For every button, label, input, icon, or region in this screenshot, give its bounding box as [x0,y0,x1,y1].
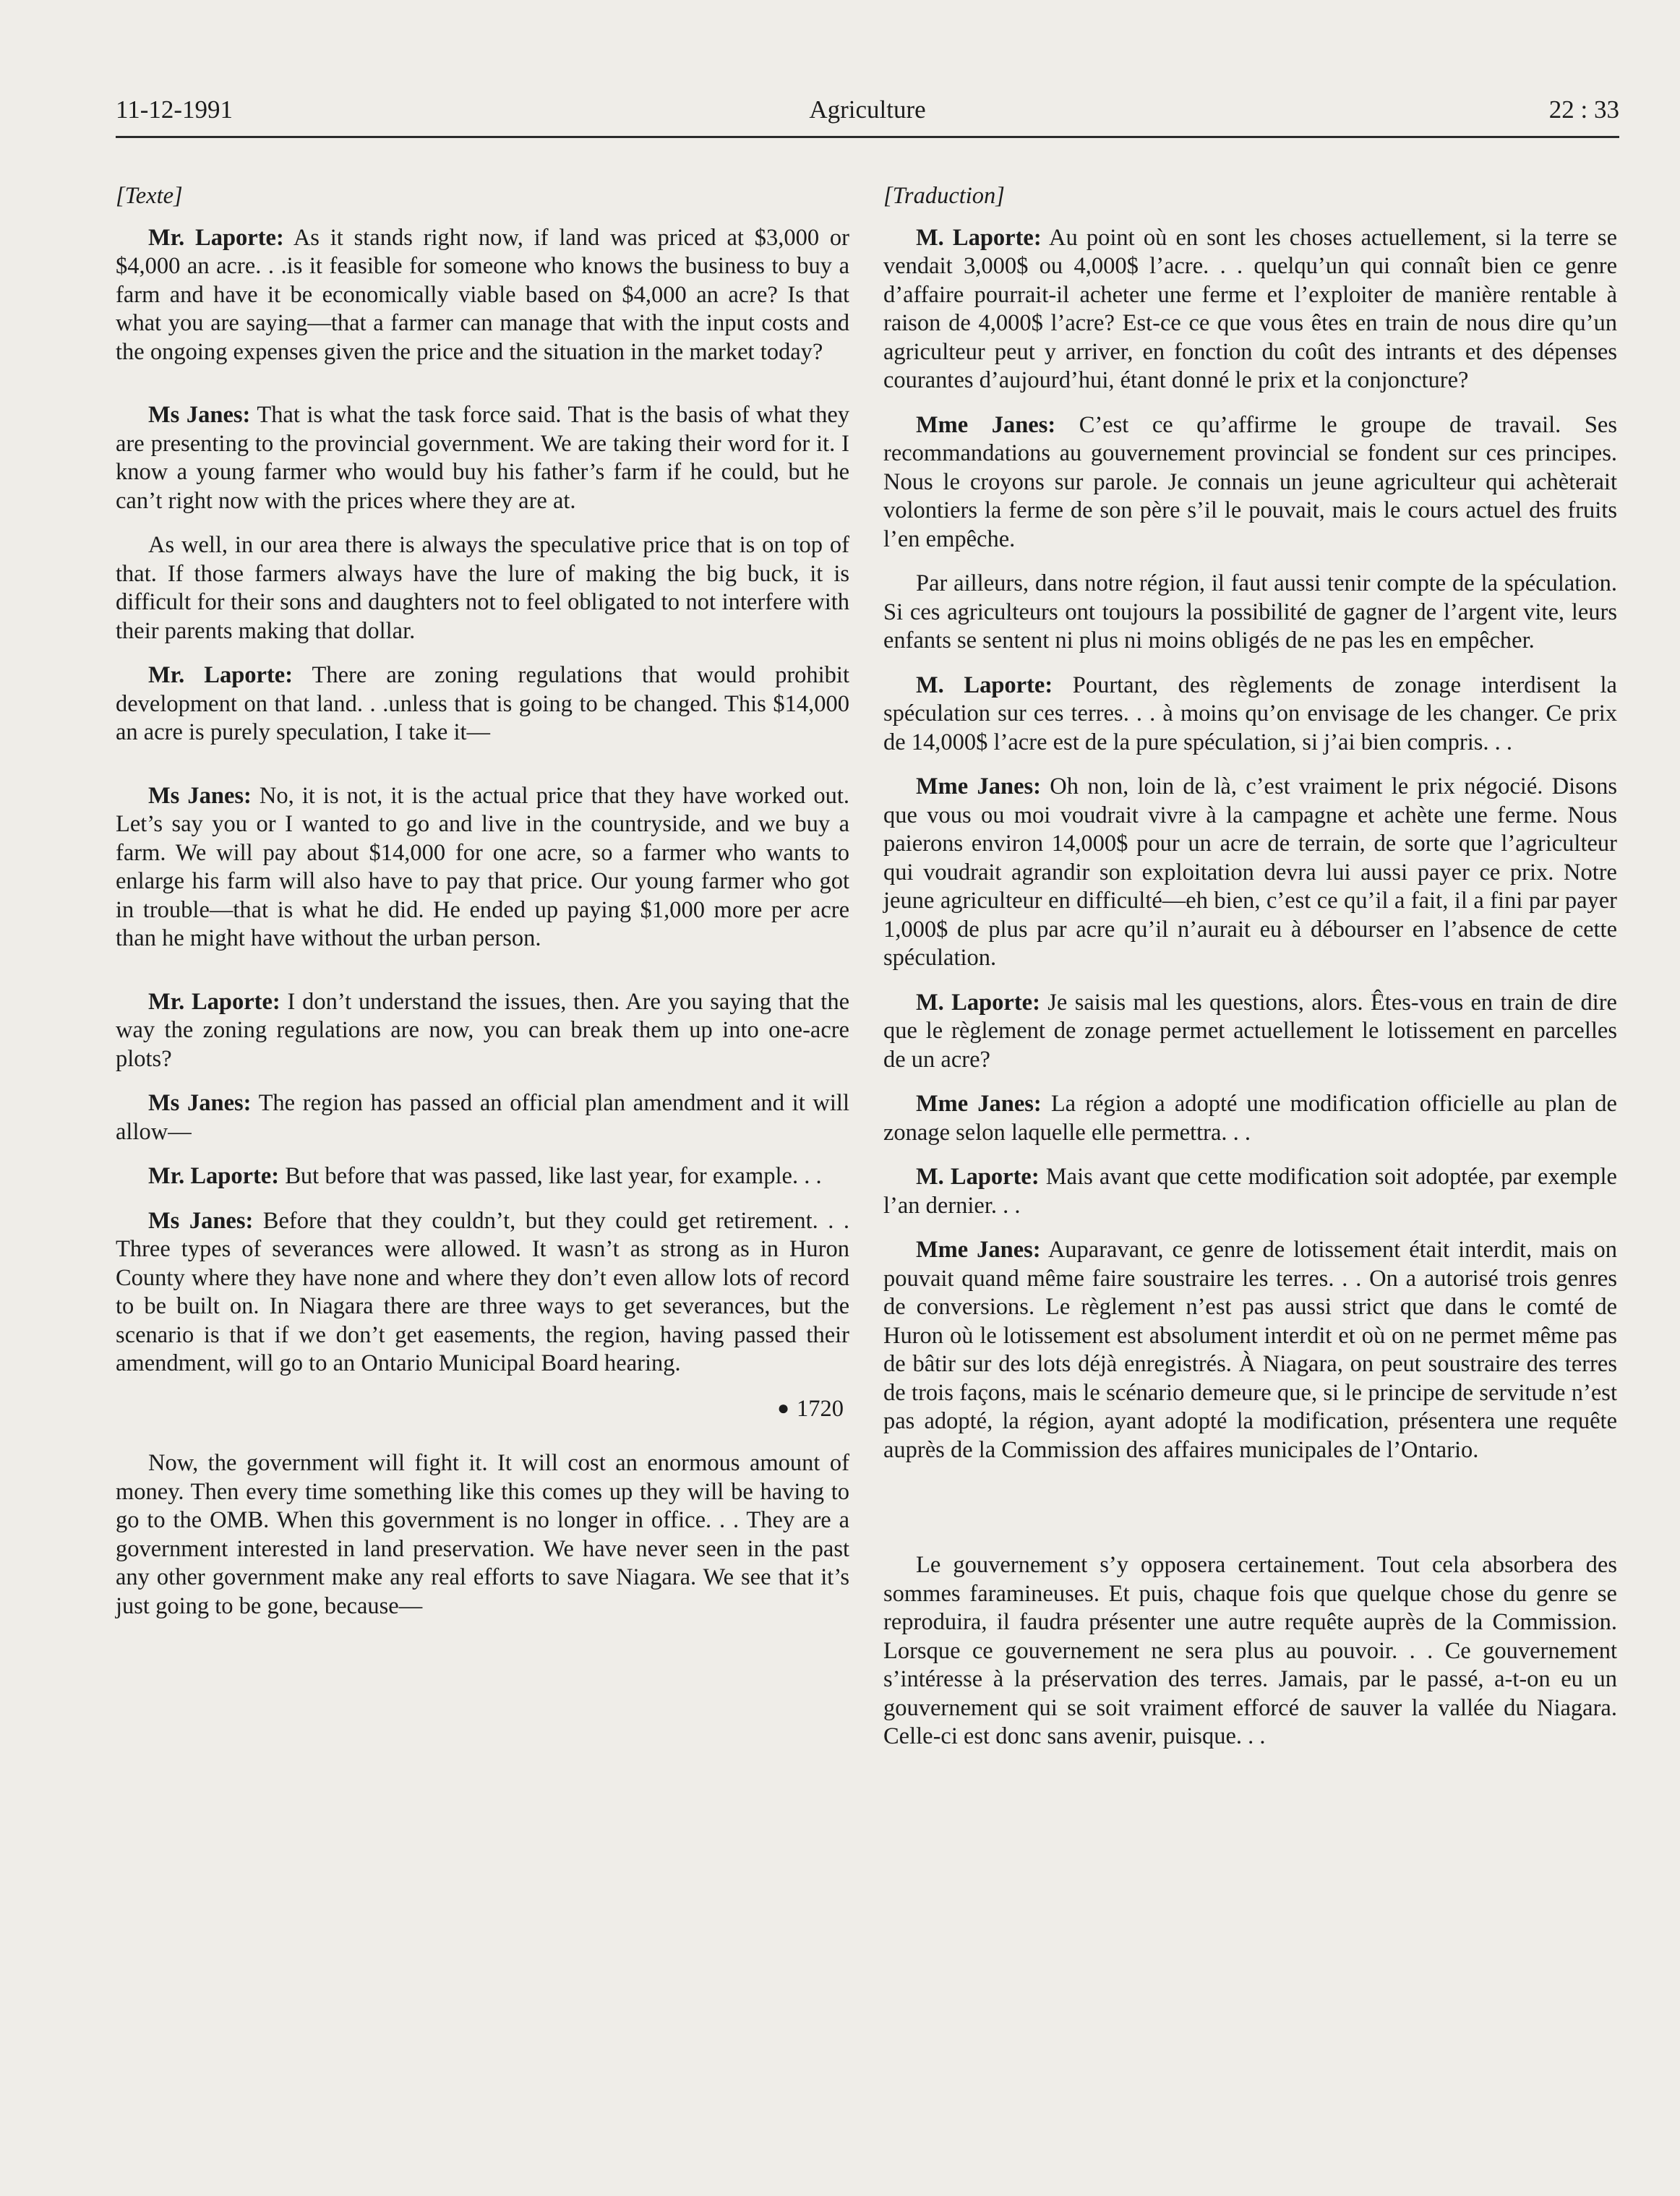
header-date: 11-12-1991 [116,95,233,124]
speaker-name: M. Laporte: [916,989,1040,1016]
paragraph [883,989,1617,1075]
paragraph [883,1551,1617,1751]
paragraph-text: There are zoning regulations that would prohibit development on that land. . .unless that is going to be changed. This $14,000 an acre is purely speculation, I take it— [116,662,849,745]
paragraph-text: I don’t understand the issues, then. Are you saying that the way the zoning regulations are now, you can break them up into one-acre plots? [116,988,849,1072]
paragraph [883,1236,1617,1464]
paragraph [116,1449,849,1621]
paragraph [116,401,849,515]
paragraph-text: No, it is not, it is the actual price that they have worked out. Let’s say you or I wanted to go and live in the countryside, and we buy a farm. We will pay about $14,000 for one acre, so a farmer who wants to enlarge his farm will also have to pay that price. Our young farmer who got in trouble—that is what he did. He ended up paying $1,000 more per acre than he might have without the urban person. [116,782,849,951]
speaker-name: Mme Janes: [916,773,1041,799]
speaker-name: Mr. Laporte: [148,224,284,251]
paragraph [116,1089,849,1146]
paragraph-text: Before that they couldn’t, but they could get retirement. . . Three types of severances were allowed. It wasn’t as strong as in Huron County where they have none and where they don’t even allow lots of record to be built on. In Niagara there are three ways to get severances, but the scenario is that if we don’t get easements, the region, having passed their amendment, will go to an Ontario Municipal Board hearing. [116,1207,850,1376]
speaker-name: Ms Janes: [148,402,251,428]
paragraph [116,988,849,1074]
header-title: Agriculture [809,95,926,124]
paragraph-text: La région a adopté une modification officielle au plan de zonage selon laquelle elle permettra. . . [883,1091,1617,1146]
paragraph [883,411,1617,554]
paragraph-text: Je saisis mal les questions, alors. Êtes-vous en train de dire que le règlement de zonage permet actuellement le lotissement en parcelles de un acre? [883,989,1617,1073]
paragraph-text: As it stands right now, if land was priced at $3,000 or $4,000 an acre. . .is it feasible for someone who knows the business to buy a farm and have it be economically viable based on $4,000 an acre? Is that what you are saying—that a farmer can manage that with the input costs and the ongoing expenses given the price and the situation in the market today? [116,224,849,365]
paragraph-text: As well, in our area there is always the speculative price that is on top of that. If those farmers always have the lure of making the big buck, it is difficult for their sons and daughters not to feel obligated to not interfere with their parents making that dollar. [116,532,849,644]
column-label: [Texte] [116,183,183,209]
paragraph-text: Now, the government will fight it. It will cost an enormous amount of money. Then every time something like this comes up they will be having to go to the OMB. When this government is no longer in office. . . They are a government interested in land preservation. We have never seen in the past any other government make any real efforts to save Niagara. We see that it’s just going to be gone, because— [116,1450,849,1619]
french-column [883,182,1617,1767]
paragraph-text: The region has passed an official plan amendment and it will allow— [116,1090,849,1145]
paragraph-text: Oh non, loin de là, c’est vraiment le prix négocié. Disons que vous ou moi voudrait vivre à la campagne et achète une ferme. Nous paierons environ 14,000$ pour un acre de terrain, de sorte que l’agriculteur qui voudrait agrandir son exploitation devra lui aussi payer ce prix. Notre jeune agriculteur en difficulté—eh bien, c’est ce qu’il a fait, il a fini par payer 1,000$ de plus par acre qu’il n’aurait eu à débourser en l’absence de cette spéculation. [883,773,1617,971]
speaker-name: M. Laporte: [916,672,1053,698]
paragraph [883,672,1617,758]
speaker-name: Mr. Laporte: [148,1163,280,1189]
paragraph [116,782,849,953]
page-header [116,93,1619,138]
speaker-name: M. Laporte: [916,1164,1040,1190]
paragraph [116,1207,849,1378]
time-marker-value: 1720 [797,1395,844,1422]
speaker-name: Mr. Laporte: [148,662,293,688]
paragraph [883,773,1617,973]
speaker-name: Mme Janes: [916,411,1056,438]
column-label: [Traduction] [883,183,1005,209]
speaker-name: Mme Janes: [916,1091,1042,1117]
speaker-name: Ms Janes: [148,1090,252,1116]
paragraph [116,531,849,645]
paragraph-text: Mais avant que cette modification soit adoptée, par exemple l’an dernier. . . [883,1164,1617,1219]
english-column [116,182,849,1637]
paragraph [116,661,849,747]
bullet-icon: ● [777,1397,789,1420]
paragraph-text: But before that was passed, like last year, for example. . . [279,1163,822,1189]
speaker-name: Ms Janes: [148,782,252,809]
paragraph-text: Au point où en sont les choses actuellement, si la terre se vendait 3,000$ ou 4,000$ l’acre. . . quelqu’un qui connaît bien ce genre d’affaire pourrait-il acheter une ferme et l’exploiter de manière rentable à raison de 4,000$ l’acre? Est-ce ce que vous êtes en train de nous dire qu’un agriculteur peut y arriver, en fonction du coût des intrants et des dépenses courantes d’aujourd’hui, étant donné le prix et la conjoncture? [883,224,1617,393]
paragraph [883,1090,1617,1147]
paragraph-text: Auparavant, ce genre de lotissement était interdit, mais on pouvait quand même faire soustraire les terres. . . On a autorisé trois genres de conversions. Le règlement n’est pas aussi strict que dans le comté de Huron où le lotissement est absolument interdit et où on ne permet même pas de bâtir sur des lots déjà enregistrés. À Niagara, on peut soustraire des terres de trois façons, mais le scénario demeure que, si le principe de servitude n’est pas adopté, la région, ayant adopté la modification, présentera une requête auprès de la Commission des affaires municipales de l’Ontario. [883,1237,1617,1463]
paragraph-text: Par ailleurs, dans notre région, il faut aussi tenir compte de la spéculation. Si ces agriculteurs ont toujours la possibilité de gagner de l’argent vite, leurs enfants se sentent ni plus ni moins obligés de ne pas les en empêcher. [883,570,1617,653]
paragraph-text: Pourtant, des règlements de zonage interdisent la spéculation sur ces terres. . . à moins qu’on envisage de les changer. Ce prix de 14,000$ l’acre est de la pure spéculation, si j’ai bien compris. . . [883,672,1617,755]
paragraph-text: C’est ce qu’affirme le groupe de travail. Ses recommandations au gouvernement provincial se fondent sur ces principes. Nous le croyons sur parole. Je connais un jeune agriculteur qui achèterait volontiers la ferme de son père s’il le pouvait, mais le cours actuel des fruits l’en empêche. [883,411,1617,552]
paragraph [116,1162,849,1191]
paragraph [883,1163,1617,1220]
paragraph-text: Le gouvernement s’y opposera certainement. Tout cela absorbera des sommes faramineuses. Et puis, chaque fois que quelque chose du genre se reproduira, il faudra présenter une autre requête auprès de la Commission. Lorsque ce gouvernement ne sera plus au pouvoir. . . Ce gouvernement s’intéresse à la préservation des terres. Jamais, par le passé, a-t-on eu un gouvernement qui se soit vraiment efforcé de sauver la vallée du Niagara. Celle-ci est donc sans avenir, puisque. . . [883,1552,1617,1749]
header-page-number: 22 : 33 [1548,95,1619,124]
speaker-name: M. Laporte: [916,224,1042,251]
speaker-name: Mme Janes: [916,1237,1041,1263]
paragraph [883,570,1617,656]
speaker-name: Mr. Laporte: [148,988,280,1015]
paragraph-text: That is what the task force said. That is the basis of what they are presenting to the provincial government. We are taking their word for it. I know a young farmer who would buy his father’s farm if he could, but he can’t right now with the prices where they are at. [116,402,850,514]
paragraph [116,224,849,367]
time-marker [116,1394,844,1424]
speaker-name: Ms Janes: [148,1207,254,1234]
paragraph [883,224,1617,395]
